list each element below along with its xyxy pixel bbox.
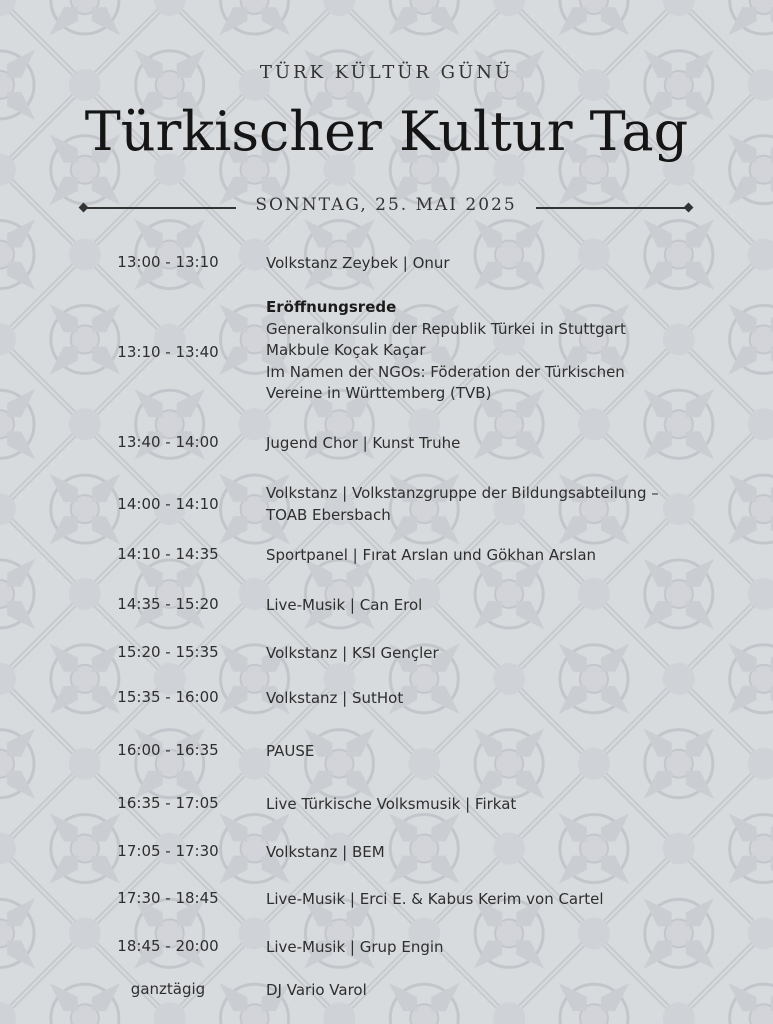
- schedule-time: 14:10 - 14:35: [117, 545, 219, 563]
- schedule-act: [266, 741, 726, 763]
- divider-ornament-right: [684, 203, 694, 213]
- act-line: Live-Musik | Erci E. & Kabus Kerim von Cartel: [266, 890, 604, 908]
- schedule-time: 16:35 - 17:05: [117, 794, 219, 812]
- schedule-time: 17:05 - 17:30: [117, 842, 219, 860]
- act-line: DJ Vario Varol: [266, 981, 367, 999]
- schedule-time: 16:00 - 16:35: [117, 741, 219, 759]
- schedule-act: [266, 545, 726, 567]
- act-line: Volkstanz | Volkstanzgruppe der Bildungsabteilung –: [266, 484, 659, 502]
- divider-line-left: [86, 207, 236, 209]
- schedule-act: [266, 483, 726, 526]
- event-date: SONNTAG, 25. MAI 2025: [255, 195, 517, 215]
- schedule-time: 15:35 - 16:00: [117, 688, 219, 706]
- act-line: Vereine in Württemberg (TVB): [266, 384, 492, 402]
- act-heading: Eröffnungsrede: [266, 298, 397, 316]
- schedule-time: 14:35 - 15:20: [117, 595, 219, 613]
- act-line: TOAB Ebersbach: [266, 505, 391, 524]
- schedule-time: 14:00 - 14:10: [117, 495, 219, 513]
- schedule-act: [266, 980, 726, 1002]
- act-line: Makbule Koçak Kaçar: [266, 341, 426, 359]
- schedule-act: [266, 253, 726, 275]
- event-subtitle: TÜRK KÜLTÜR GÜNÜ: [259, 62, 514, 83]
- schedule-time: ganztägig: [130, 980, 206, 998]
- schedule-time: 15:20 - 15:35: [117, 643, 219, 661]
- schedule-act: [266, 688, 726, 710]
- schedule-time: 13:40 - 14:00: [117, 433, 219, 451]
- schedule-act: [266, 595, 726, 617]
- act-line: Sportpanel | Fırat Arslan und Gökhan Arslan: [266, 546, 597, 564]
- act-line: Live Türkische Volksmusik | Firkat: [266, 795, 517, 813]
- schedule-act: [266, 433, 726, 455]
- schedule-act: [266, 297, 726, 405]
- schedule-act: [266, 937, 726, 959]
- act-line: Im Namen der NGOs: Föderation der Türkischen: [266, 362, 625, 381]
- act-line: Volkstanz | SutHot: [266, 689, 404, 707]
- act-line: Volkstanz | BEM: [266, 843, 385, 861]
- schedule-time: 18:45 - 20:00: [117, 937, 219, 955]
- schedule-time: 17:30 - 18:45: [117, 889, 219, 907]
- act-line: PAUSE: [266, 742, 315, 760]
- act-line: Live-Musik | Can Erol: [266, 596, 423, 614]
- divider-line-right: [536, 207, 686, 209]
- schedule-act: [266, 794, 726, 816]
- date-banner: [80, 195, 692, 221]
- schedule-act: [266, 643, 726, 665]
- act-line: Generalkonsulin der Republik Türkei in Stuttgart: [266, 319, 626, 338]
- act-line: Volkstanz | KSI Gençler: [266, 644, 439, 662]
- schedule-act: [266, 842, 726, 864]
- act-line: Jugend Chor | Kunst Truhe: [266, 434, 461, 452]
- schedule-act: [266, 889, 726, 911]
- schedule-time: 13:10 - 13:40: [117, 343, 219, 361]
- schedule-time: 13:00 - 13:10: [117, 253, 219, 271]
- event-title: Türkischer Kultur Tag: [84, 100, 689, 163]
- act-line: Live-Musik | Grup Engin: [266, 938, 444, 956]
- act-line: Volkstanz Zeybek | Onur: [266, 254, 450, 272]
